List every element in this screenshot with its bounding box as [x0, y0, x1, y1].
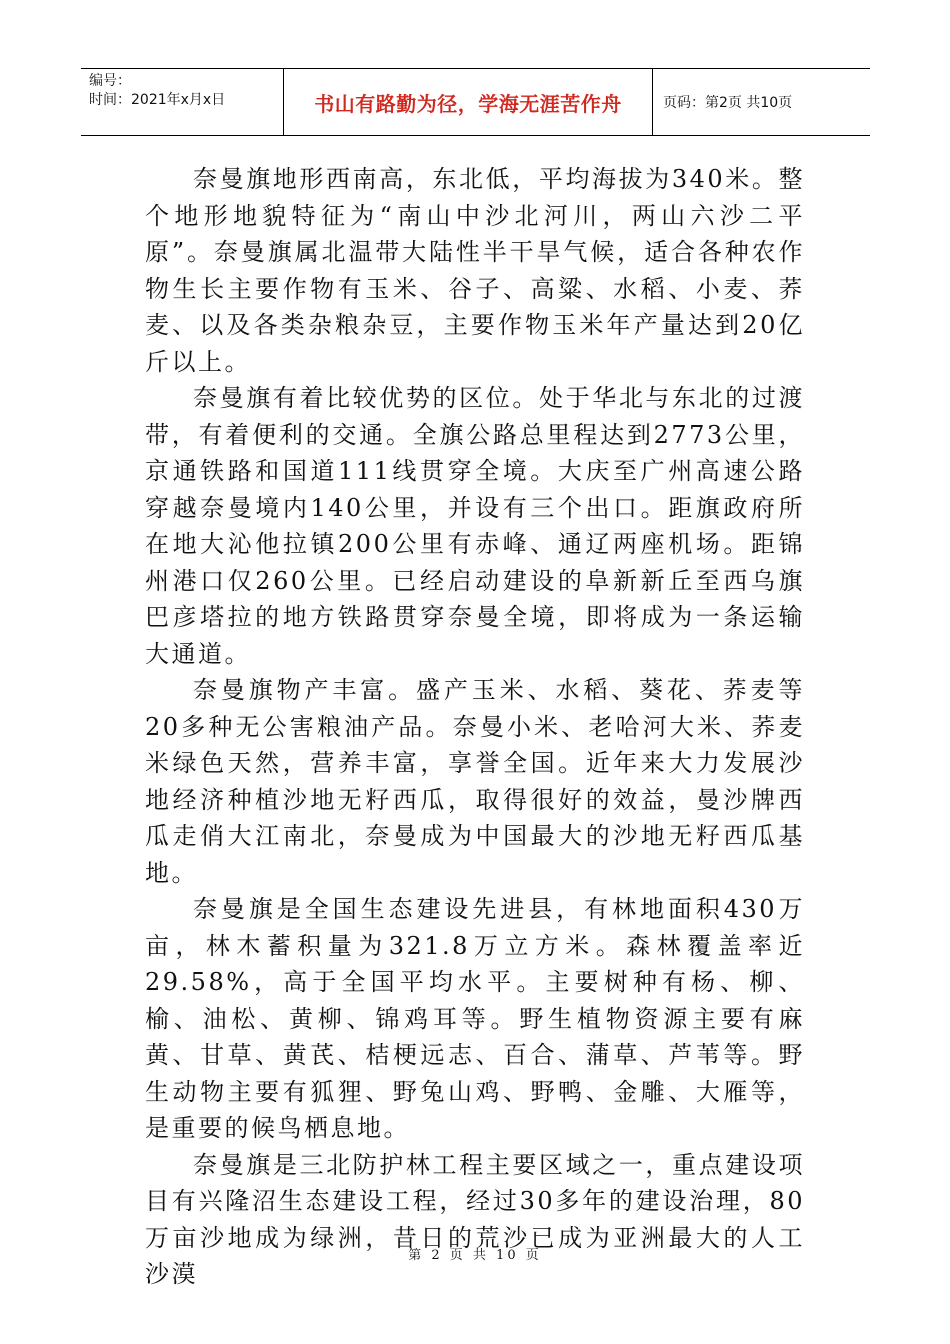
document-body	[145, 161, 805, 1293]
paragraph-products: 奈曼旗物产丰富。盛产玉米、水稻、葵花、荞麦等20多种无公害粮油产品。奈曼小米、老哈河大米、荞麦米绿色天然，营养丰富，享誉全国。近年来大力发展沙地经济种植沙地无籽西瓜，取得很好的效益，曼沙牌西瓜走俏大江南北，奈曼成为中国最大的沙地无籽西瓜基地。	[145, 676, 805, 887]
header-motto: 书山有路勤为径，学海无涯苦作舟	[284, 69, 653, 135]
page-header	[81, 68, 870, 136]
paragraph-terrain-climate: 奈曼旗地形西南高，东北低，平均海拔为340米。整个地形地貌特征为“南山中沙北河川，两山六沙二平原”。奈曼旗属北温带大陆性半干旱气候，适合各种农作物生长主要作物有玉米、谷子、高粱、水稻、小麦、荞麦、以及各类杂粮杂豆，主要作物玉米年产量达到20亿斤以上。	[145, 165, 805, 376]
page-footer: 第 2 页 共 10 页	[408, 1248, 542, 1263]
header-meta	[81, 69, 284, 135]
document-number-label: 编号：	[89, 73, 131, 89]
document-time-label: 时间：2021年x月x日	[89, 92, 226, 108]
header-page-info: 页码：第2页 共10页	[663, 95, 793, 111]
paragraph-location-transport: 奈曼旗有着比较优势的区位。处于华北与东北的过渡带，有着便利的交通。全旗公路总里程达到2773公里，京通铁路和国道111线贯穿全境。大庆至广州高速公路穿越奈曼境内140公里，并设有三个出口。距旗政府所在地大沁他拉镇200公里有赤峰、通辽两座机场。距锦州港口仅260公里。已经启动建设的阜新新丘至西乌旗巴彦塔拉的地方铁路贯穿奈曼全境，即将成为一条运输大通道。	[145, 384, 805, 668]
paragraph-ecology: 奈曼旗是全国生态建设先进县，有林地面积430万亩，林木蓄积量为321.8万立方米。森林覆盖率近29.58%，高于全国平均水平。主要树种有杨、柳、榆、油松、黄柳、锦鸡耳等。野生植物资源主要有麻黄、甘草、黄芪、桔梗远志、百合、蒲草、芦苇等。野生动物主要有狐狸、野兔山鸡、野鸭、金雕、大雁等，是重要的候鸟栖息地。	[145, 895, 805, 1142]
paragraph-shelterbelt: 奈曼旗是三北防护林工程主要区域之一，重点建设项目有兴隆沼生态建设工程，经过30多年的建设治理，80万亩沙地成为绿洲，昔日的荒沙已成为亚洲最大的人工沙漠	[145, 1150, 805, 1288]
